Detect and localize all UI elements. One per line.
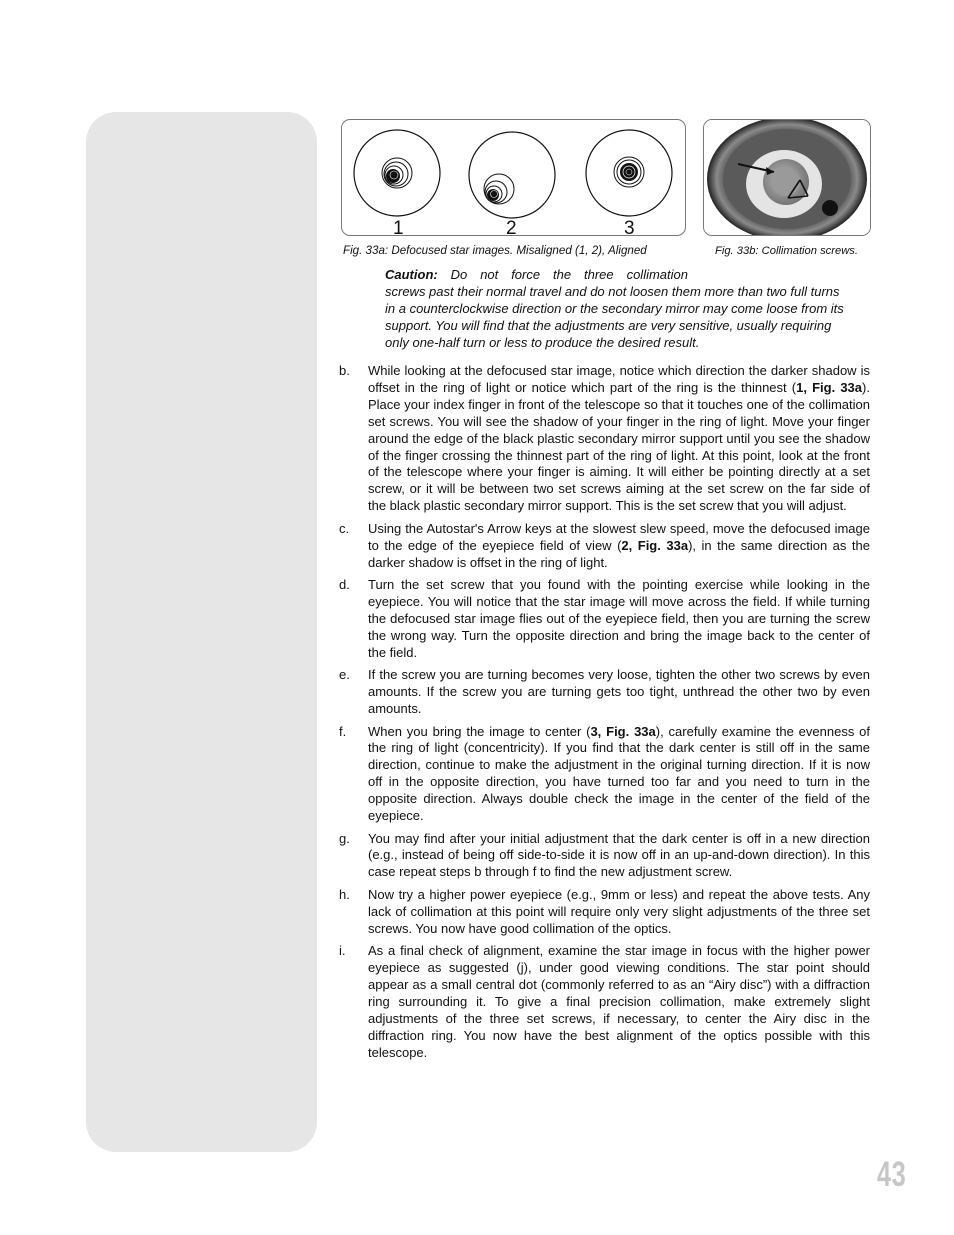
step-text [368,943,870,1061]
step-i [339,943,870,1061]
step-text-part: Now try a higher power eyepiece (e.g., 9mm or less) and repeat the above tests. Any lack of collimation at this point will require only very slight adjustments of the three set screws. You now have good collimation of the optics. [368,886,870,936]
caution-label: Caution: [385,267,438,282]
step-letter: c. [339,520,350,536]
step-text-part: While looking at the defocused star image, notice which direction the darker shadow is offset in the ring of light or notice which part of the ring is the thinnest ( [368,363,870,395]
step-text-part: Using the Autostar's Arrow keys at the slowest slew speed, move the defocused image to the edge of the eyepiece field of view ( [368,520,870,553]
step-letter: g. [339,830,350,846]
step-f [339,724,870,825]
star-image-2 [469,132,555,218]
step-text [368,831,870,882]
step-text [368,724,870,825]
step-text [368,667,870,718]
step-text-part: You may find after your initial adjustment that the dark center is off in a new direction (e.g., instead of being off side-to-side it is now off in an up-and-down direction). In this case repeat steps b through f to find the new adjustment screw. [368,830,870,880]
step-e [339,667,870,718]
figure-33b-caption: Fig. 33b: Collimation screws. [715,245,859,257]
sidebar-panel [86,112,317,1152]
step-d [339,577,870,662]
star-images-drawing [342,120,687,237]
step-h [339,887,870,938]
figure-label-2: 2 [506,218,517,237]
figure-reference: 2, Fig. 33a [621,537,689,553]
step-letter: e. [339,667,350,683]
star-image-3 [586,130,672,216]
step-text-part: When you bring the image to center ( [368,723,591,739]
step-g [339,831,870,882]
page-number: 43 [877,1155,907,1194]
step-letter: d. [339,577,350,593]
figure-33b-collimation-screws [703,119,871,236]
step-text-part: Turn the set screw that you found with the pointing exercise while looking in the eyepiece. You will notice that the star image will move across the field. If while turning the defocused star image flies out of the eyepiece field, then you are turning the screw the wrong way. Turn the opposite direction and bring the image back to the center of the field. [368,577,870,660]
step-text [368,887,870,938]
collimation-photo [704,120,871,236]
step-text-part: ), carefully examine the evenness of the ring of light (concentricity). If you find that the dark center is still off in the same direction, continue to make the adjustment in the original turning direction. If it is now off in the opposite direction, you have turned too far and you need to turn in the opposite direction. Always double check the image in the center of the field of the eyepiece. [368,723,870,824]
step-text [368,363,870,515]
step-text-part: ). Place your index finger in front of the telescope so that it touches one of the collimation set screws. You will see the shadow of your finger in the ring of light. Move your finger around the edge of the black plastic secondary mirror support until you see the shadow of the finger crossing the thinnest part of the ring of light. At this point, look at the front of the telescope where your finger is aiming. It will either be pointing directly at a set screw, or it will be between two set screws aiming at the set screw on the far side of the black plastic secondary mirror support. This is the set screw that you will adjust. [368,379,870,514]
figure-label-3: 3 [624,218,635,237]
step-text [368,577,870,662]
step-letter: i. [339,943,346,959]
caution-note [385,266,845,351]
figure-reference: 3, Fig. 33a [590,723,656,739]
step-text [368,521,870,572]
step-text-part: If the screw you are turning becomes very loose, tighten the other two screws by even amounts. If the screw you are turning gets too tight, unthread the other two by even amounts. [368,667,870,716]
step-letter: h. [339,886,350,902]
caution-body-text: screws past their normal travel and do not loosen them more than two full turns in a counterclockwise direction or the secondary mirror may come loose from its support. You will find that the adjustments are very sensitive, usually requiring only one-half turn or less to produce the desired result. [385,284,844,350]
step-text-part: ), in the same direction as the darker shadow is offset in the ring of light. [368,537,870,570]
step-b [339,363,870,515]
caution-first-line [385,266,688,283]
caution-line1-text: Do not force the three collimation [450,267,688,282]
star-image-1 [354,130,440,216]
step-letter: f. [339,723,347,739]
figure-reference: 1, Fig. 33a [796,379,863,395]
figure-33a-caption: Fig. 33a: Defocused star images. Misaligned (1, 2), Aligned [343,244,647,257]
figure-label-1: 1 [393,218,404,237]
figure-33a-defocused-star-images [341,119,686,236]
step-text-part: As a final check of alignment, examine the star image in focus with the higher power eyepiece as suggested (j), under good viewing conditions. The star point should appear as a small central dot (commonly referred to as an “Airy disc”) with a diffraction ring surrounding it. To give a final precision collimation, make extremely slight adjustments of the three set screws, if necessary, to center the Airy disc in the diffraction ring. You now have the best alignment of the optics possible with this telescope. [368,943,870,1060]
step-c [339,521,870,572]
instruction-steps [339,363,870,1067]
step-letter: b. [339,363,350,378]
